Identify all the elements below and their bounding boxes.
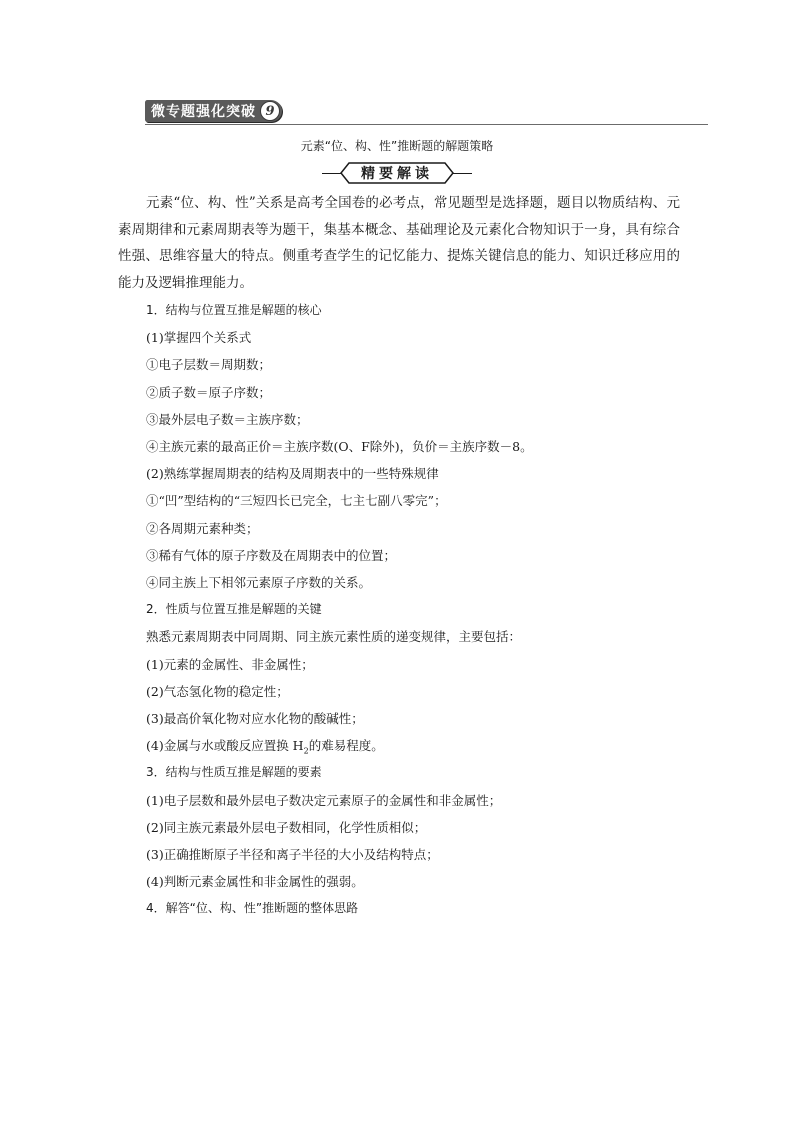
content-line: (4)判断元素金属性和非金属性的强弱。 xyxy=(146,874,364,890)
content-line: (1)掌握四个关系式 xyxy=(146,330,252,346)
page-title: 元素“位、构、性”推断题的解题策略 xyxy=(300,139,494,153)
content-line: (1)元素的金属性、非金属性； xyxy=(146,656,314,672)
topic-number-badge: 9 xyxy=(260,101,280,121)
subscript: 2 xyxy=(303,746,309,756)
content-line: ③最外层电子数＝主族序数； xyxy=(146,411,309,427)
section-badge-line-right xyxy=(452,173,472,174)
line-text: 的难易程度。 xyxy=(308,738,384,754)
content-lines xyxy=(118,297,680,923)
topic-banner xyxy=(145,99,282,123)
content-line: (2)气态氢化物的稳定性； xyxy=(146,683,289,699)
content-line: (3)正确推断原子半径和离子半径的大小及结构特点； xyxy=(146,847,439,863)
line-text: (4)金属与水或酸反应置换 H xyxy=(146,738,304,754)
content-line: ①电子层数＝周期数； xyxy=(146,357,272,373)
section-heading: 4．解答“位、构、性”推断题的整体思路 xyxy=(146,901,359,916)
section-badge-line-left xyxy=(322,173,342,174)
header-divider xyxy=(145,124,708,125)
content-line: ②质子数＝原子序数； xyxy=(146,384,272,400)
content-line: ①“凹”型结构的“三短四长已完全，七主七副八零完”； xyxy=(146,493,447,509)
content-line: (2)熟练掌握周期表的结构及周期表中的一些特殊规律 xyxy=(146,466,439,482)
intro-paragraph: 元素“位、构、性”关系是高考全国卷的必考点，常见题型是选择题，题目以物质结构、元素周期律和元素周期表等为题干，集基本概念、基础理论及元素化合物知识于一身，具有综合性强、思维容量大的特点。侧重考查学生的记忆能力、提炼关键信息的能力、知识迁移应用的能力及逻辑推理能力。 xyxy=(118,195,680,291)
topic-banner-title: 微专题强化突破 xyxy=(151,104,256,120)
content-line: ③稀有气体的原子序数及在周期表中的位置； xyxy=(146,547,397,563)
content-line: (1)电子层数和最外层电子数决定元素原子的金属性和非金属性； xyxy=(146,792,502,808)
section-badge xyxy=(322,160,472,186)
body-content xyxy=(118,190,680,923)
content-line: (3)最高价氧化物对应水化物的酸碱性； xyxy=(146,711,364,727)
content-line: ④主族元素的最高正价＝主族序数(O、F除外)，负价＝主族序数－8。 xyxy=(146,439,533,455)
section-heading: 2．性质与位置互推是解题的关键 xyxy=(146,602,322,617)
content-line: (2)同主族元素最外层电子数相同，化学性质相似； xyxy=(146,819,427,835)
content-line: ④同主族上下相邻元素原子序数的关系。 xyxy=(146,575,372,591)
section-heading: 3．结构与性质互推是解题的要素 xyxy=(146,765,322,780)
content-line xyxy=(118,732,680,759)
section-badge-label: 精要解读 xyxy=(361,166,433,182)
content-line: ②各周期元素种类； xyxy=(146,520,259,536)
content-line: 熟悉元素周期表中同周期、同主族元素性质的递变规律，主要包括： xyxy=(146,629,522,645)
section-heading: 1．结构与位置互推是解题的核心 xyxy=(146,303,322,317)
topic-banner-box xyxy=(145,100,282,122)
